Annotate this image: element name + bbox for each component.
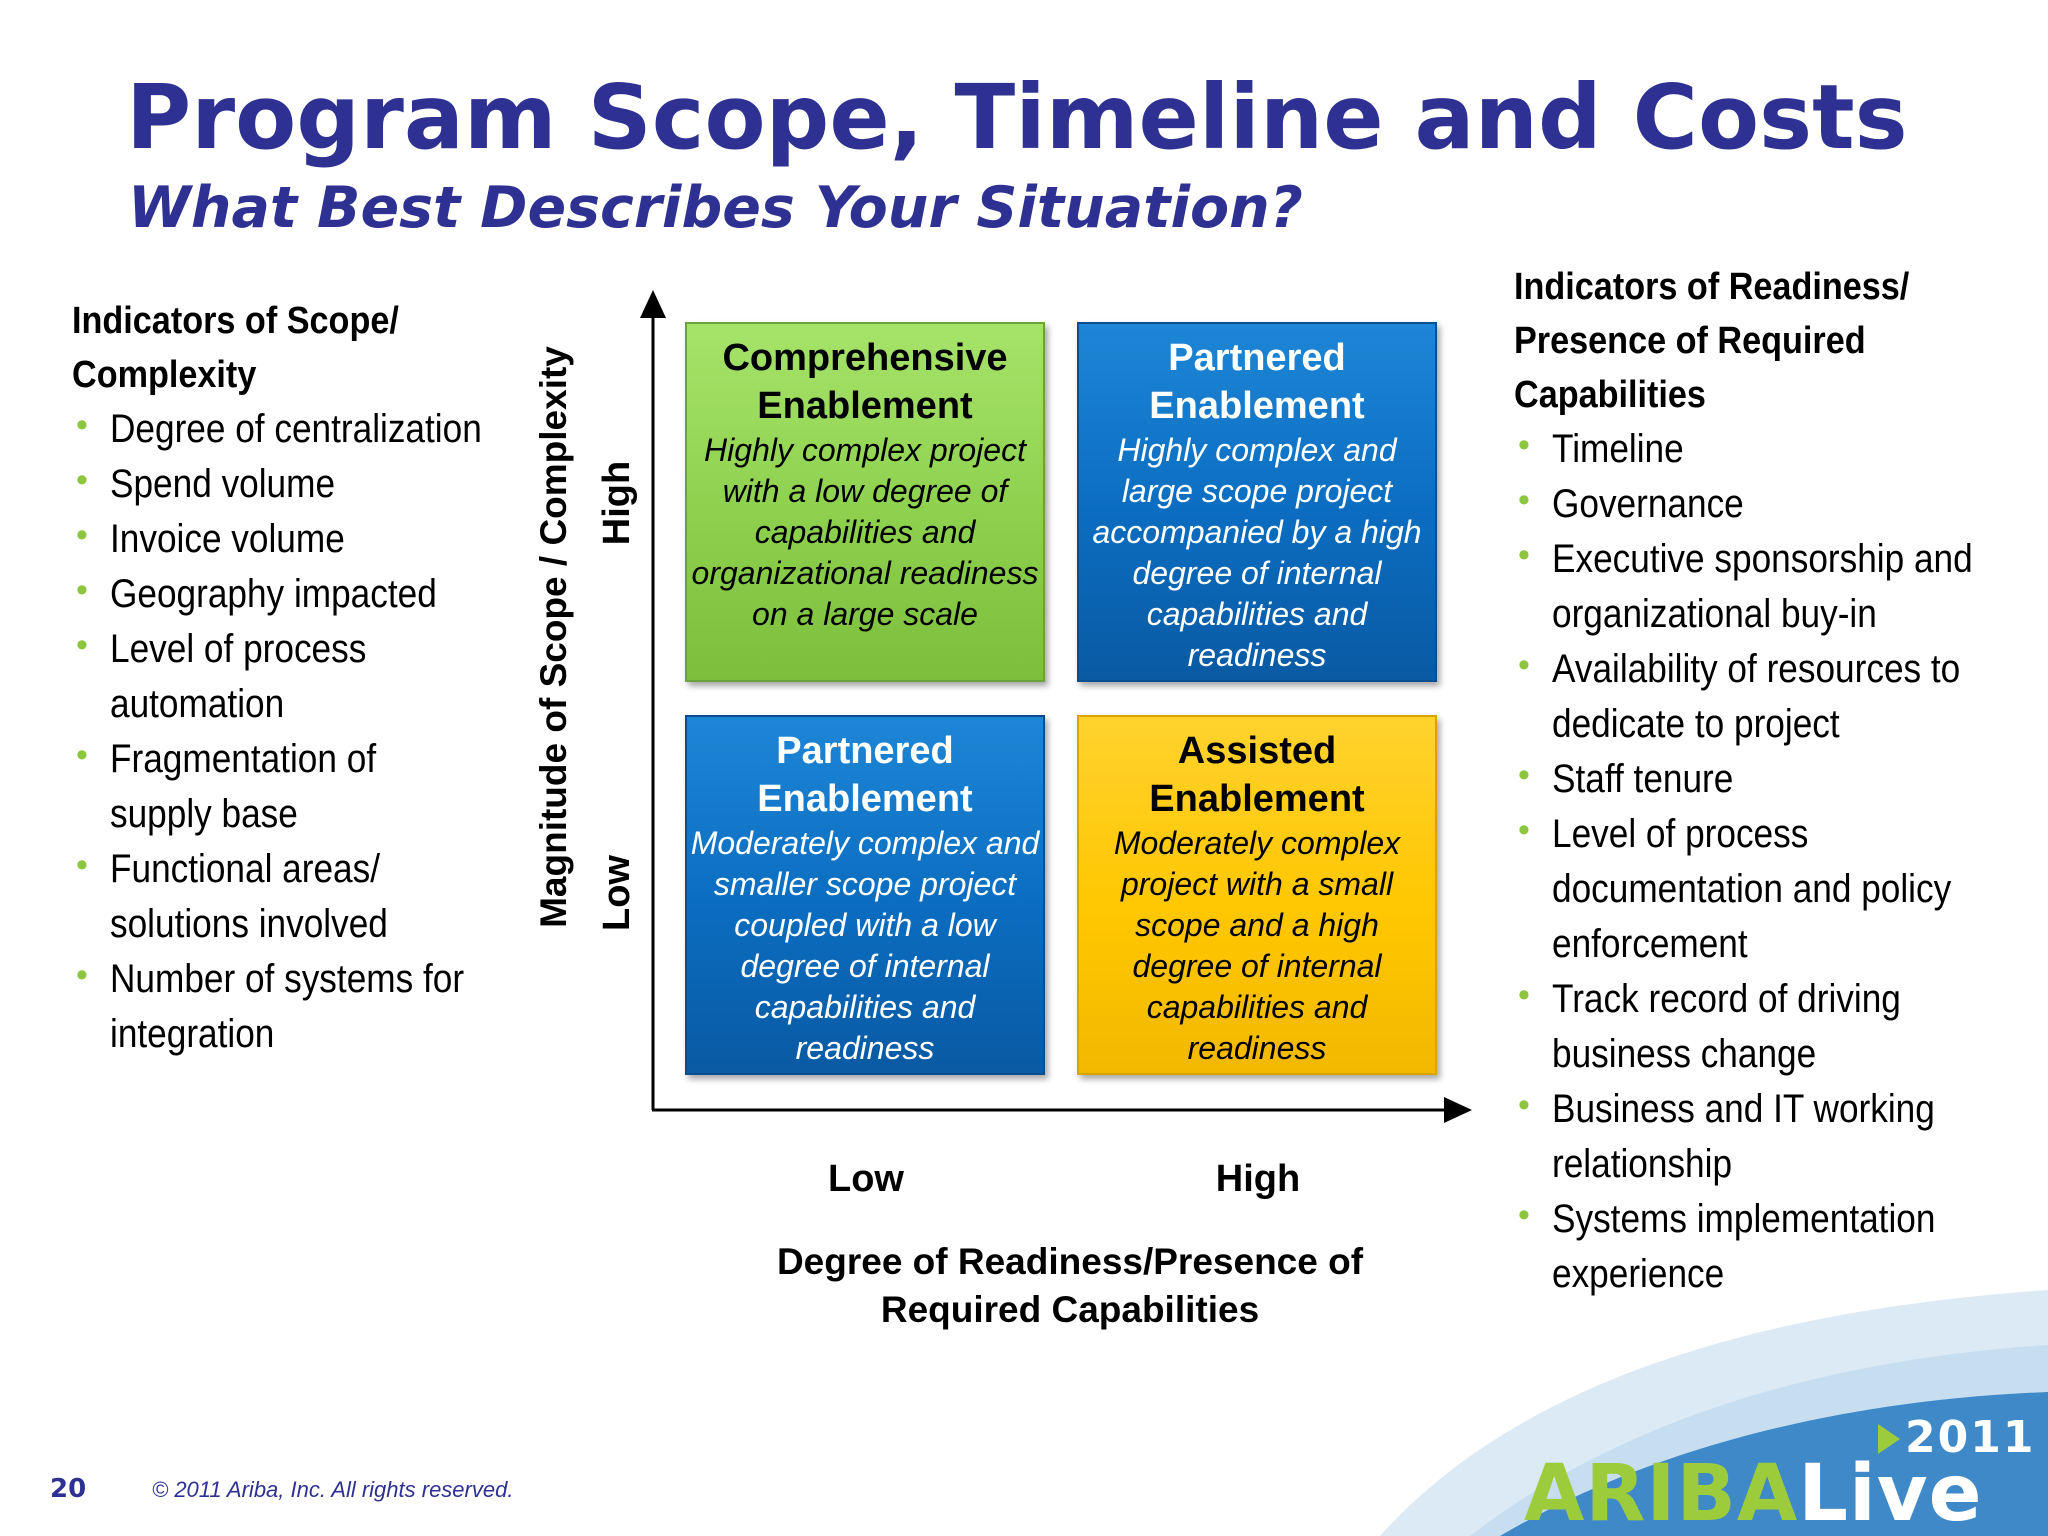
bullet-dot-icon: •: [76, 406, 88, 444]
bullet-dot-icon: •: [1518, 481, 1530, 519]
list-item: • Timeline: [1514, 422, 2034, 477]
scope-indicators-list: [72, 402, 492, 1062]
bullet-dot-icon: •: [1518, 536, 1530, 574]
quadrant-assisted-enablement: [1077, 715, 1437, 1075]
bullet-dot-icon: •: [1518, 1086, 1530, 1124]
list-item: • Governance: [1514, 477, 2034, 532]
readiness-indicators-heading: Indicators of Readiness/ Presence of Required Capabilities: [1514, 266, 1910, 416]
bullet-dot-icon: •: [76, 736, 88, 774]
list-item: • Level of process documentation and policy enforcement: [1514, 807, 2034, 972]
bullet-dot-icon: •: [1518, 756, 1530, 794]
bullet-dot-icon: •: [1518, 1196, 1530, 1234]
logo-year: 2011: [1905, 1412, 2036, 1463]
bullet-dot-icon: •: [1518, 426, 1530, 464]
list-item: • Degree of centralization: [72, 402, 492, 457]
bullet-dot-icon: •: [76, 461, 88, 499]
list-item: • Fragmentation of supply base: [72, 732, 492, 842]
list-item: • Staff tenure: [1514, 752, 2034, 807]
list-item: • Business and IT working relationship: [1514, 1082, 2034, 1192]
y-axis-label: Magnitude of Scope / Complexity: [533, 346, 574, 928]
bullet-dot-icon: •: [76, 846, 88, 884]
quadrant-description: Moderately complex project with a small scope and a high degree of internal capabilities and readiness: [1113, 825, 1401, 1066]
list-item: • Systems implementation experience: [1514, 1192, 2034, 1302]
slide-subtitle: What Best Describes Your Situation?: [128, 175, 1303, 241]
x-axis-high-label: High: [1215, 1158, 1301, 1200]
readiness-indicators-list: [1514, 422, 2034, 1302]
ariba-live-logo: [1524, 1449, 1983, 1536]
scope-indicators-panel: [72, 294, 492, 1062]
quadrant-title: Comprehensive Enablement: [722, 337, 1008, 427]
quadrant-description: Moderately complex and smaller scope project coupled with a low degree of internal capabilities and readiness: [690, 825, 1040, 1066]
x-axis-label: Degree of Readiness/Presence of Required Capabilities: [776, 1241, 1364, 1330]
quadrant-description: Highly complex and large scope project accompanied by a high degree of internal capabilities and readiness: [1092, 432, 1422, 673]
y-axis-high-label: High: [596, 460, 638, 546]
quadrant-title: Partnered Enablement: [757, 730, 973, 820]
quadrant-title: Assisted Enablement: [1149, 730, 1365, 820]
bullet-dot-icon: •: [76, 516, 88, 554]
bullet-dot-icon: •: [76, 571, 88, 609]
x-axis-low-label: Low: [828, 1158, 904, 1200]
y-axis-low-label: Low: [596, 855, 638, 931]
list-item: • Executive sponsorship and organizational buy-in: [1514, 532, 2034, 642]
list-item: • Level of process automation: [72, 622, 492, 732]
bullet-dot-icon: •: [1518, 976, 1530, 1014]
quadrant-comprehensive-enablement: [685, 322, 1045, 682]
slide-title: Program Scope, Timeline and Costs: [126, 65, 1908, 169]
readiness-indicators-panel: [1514, 260, 2034, 1302]
bullet-dot-icon: •: [1518, 811, 1530, 849]
quadrant-title: Partnered Enablement: [1149, 337, 1365, 427]
logo-live: Live: [1798, 1449, 1983, 1536]
logo-main: ARIBA: [1524, 1449, 1799, 1536]
list-item: • Invoice volume: [72, 512, 492, 567]
list-item: • Spend volume: [72, 457, 492, 512]
quadrant-partnered-enablement-high: [1077, 322, 1437, 682]
quadrant-partnered-enablement-low: [685, 715, 1045, 1075]
page-number: 20: [50, 1474, 87, 1504]
list-item: • Functional areas/ solutions involved: [72, 842, 492, 952]
copyright-notice: © 2011 Ariba, Inc. All rights reserved.: [152, 1477, 514, 1502]
bullet-dot-icon: •: [76, 956, 88, 994]
list-item: • Geography impacted: [72, 567, 492, 622]
list-item: • Number of systems for integration: [72, 952, 492, 1062]
scope-indicators-heading: Indicators of Scope/ Complexity: [72, 300, 399, 396]
quadrant-description: Highly complex project with a low degree of capabilities and organizational readiness on a large scale: [691, 432, 1039, 632]
bullet-dot-icon: •: [1518, 646, 1530, 684]
bullet-dot-icon: •: [76, 626, 88, 664]
list-item: • Track record of driving business change: [1514, 972, 2034, 1082]
list-item: • Availability of resources to dedicate to project: [1514, 642, 2034, 752]
